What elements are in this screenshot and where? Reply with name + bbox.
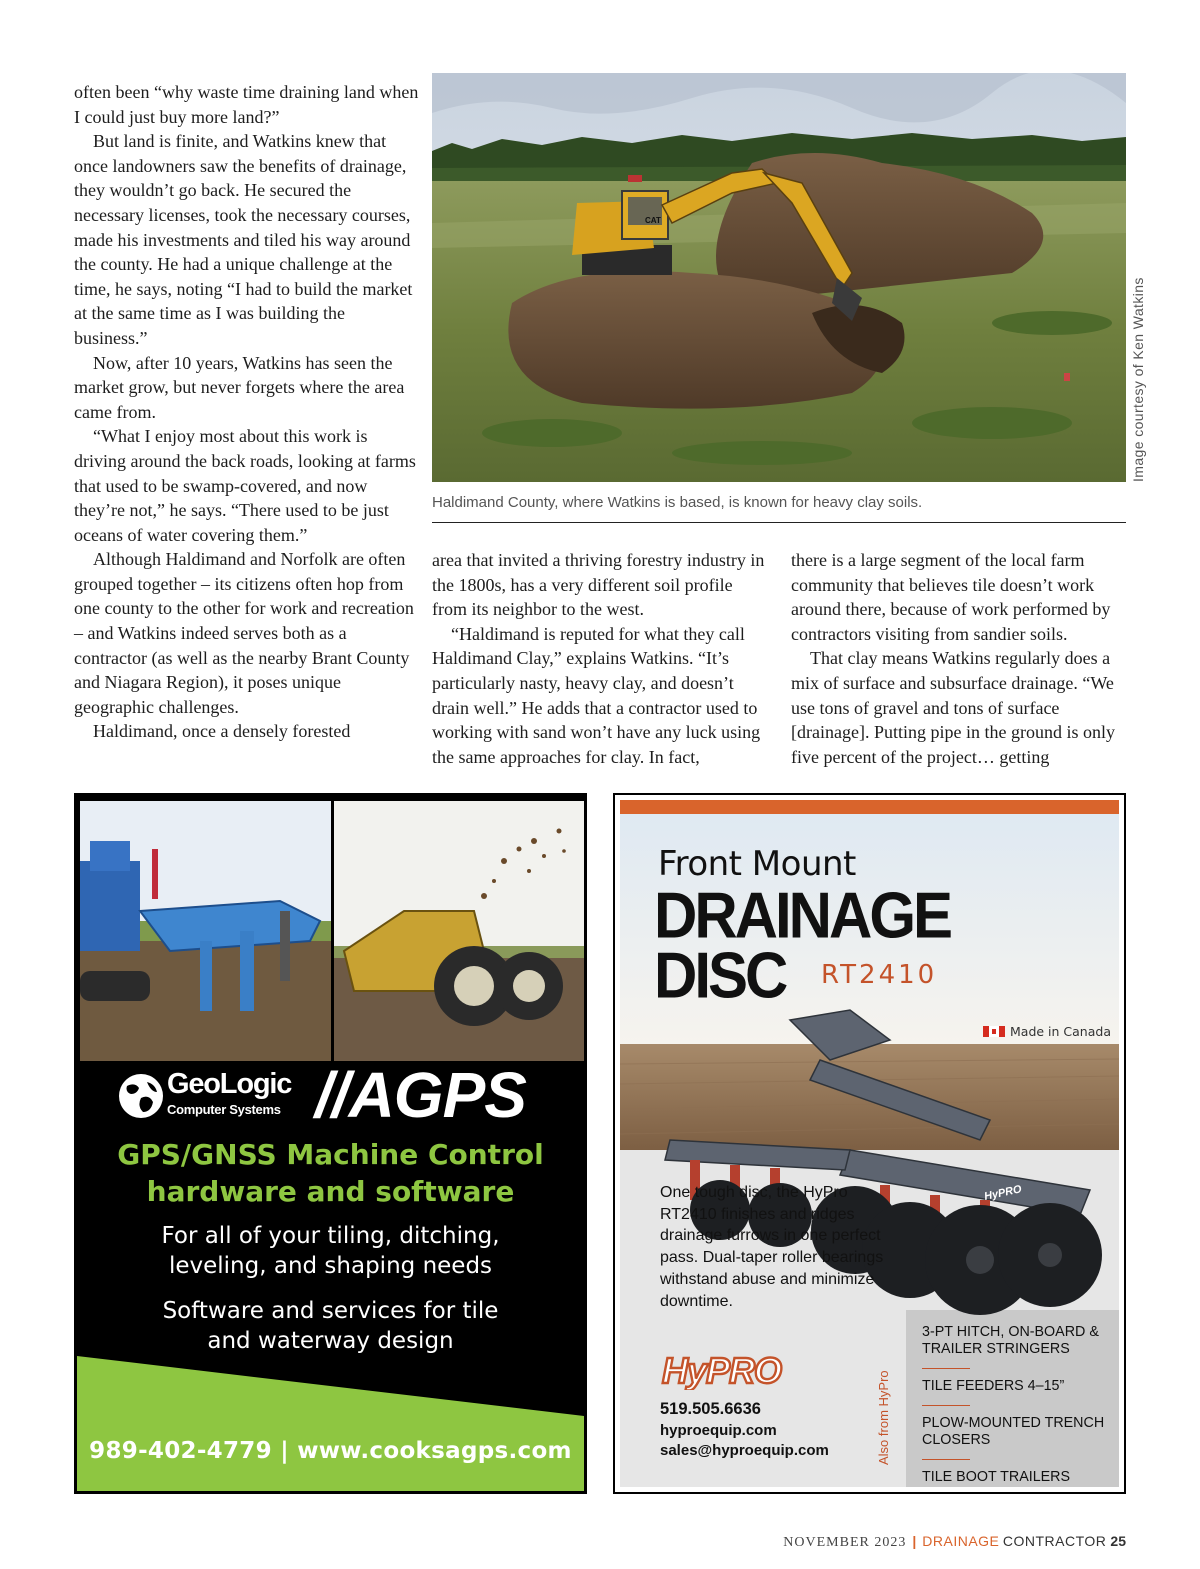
list-divider — [922, 1368, 970, 1369]
agps-logo-row — [77, 1059, 584, 1146]
article-column-2 — [432, 548, 772, 769]
paragraph: But land is finite, and Watkins knew that once landowners saw the benefits of drainage, they wouldn’t go back. He secured the necessary licenses, took the necessary courses, made his investments and tiled his way around the county. He had a unique challenge at the time, he says, noting “I had to build the market at the same time as I was building the business.” — [74, 131, 413, 348]
hypro-model-number: RT2410 — [821, 960, 938, 990]
page-number: 25 — [1110, 1533, 1126, 1549]
agps-headline-line-2: hardware and software — [146, 1175, 515, 1208]
made-in-label: Made in Canada — [1010, 1024, 1111, 1039]
hypro-drainage-title: DRAINAGE — [654, 879, 951, 952]
paragraph: often been “why waste time draining land when I could just buy more land?” — [74, 82, 419, 127]
paragraph: area that invited a thriving forestry industry in the 1800s, has a very different soil profile from its neighbor to the west. — [432, 550, 765, 620]
issue-date: NOVEMBER 2023 — [783, 1535, 907, 1550]
hypro-accent-bar — [620, 800, 1119, 814]
excavator-photo-illustration — [432, 73, 1126, 482]
agps-tagline-2-line-1: Software and services for tile — [162, 1298, 499, 1324]
green-band — [77, 1356, 584, 1494]
ditcher-photo — [334, 801, 584, 1061]
agps-tagline-1-line-1: For all of your tiling, ditching, — [161, 1223, 500, 1249]
list-divider — [922, 1459, 970, 1460]
list-item: PLOW-MOUNTED TRENCH CLOSERS — [922, 1415, 1105, 1448]
hypro-disc-title: DISC — [654, 939, 786, 1012]
paragraph: Although Haldimand and Norfolk are often grouped together – its citizens often hop from one county to the other for work and recreation – and Watkins indeed serves both as a contractor (as well as the nearby Brant County and Niagara Region), it poses unique geographic challenges. — [74, 549, 414, 717]
paragraph: That clay means Watkins regularly does a mix of surface and subsurface drainage. “We use tons of gravel and tons of surface [drainage]. Putting pipe in the ground is only five percent of the project… getting — [791, 648, 1115, 767]
hypro-logo — [660, 1352, 812, 1390]
hypro-website[interactable]: hyproequip.com — [660, 1422, 777, 1439]
paragraph: Now, after 10 years, Watkins has seen the market grow, but never forgets where the area came from. — [74, 352, 405, 422]
hypro-product-list — [922, 1324, 1112, 1487]
hypro-phone[interactable]: 519.505.6636 — [660, 1400, 761, 1418]
hypro-advertisement[interactable] — [613, 793, 1126, 1494]
geologic-subtitle: Computer Systems — [167, 1102, 281, 1117]
paragraph: “Haldimand is reputed for what they call Haldimand Clay,” explains Watkins. “It’s particularly nasty, heavy clay, and doesn’t drain well.” He adds that a contractor used to working with sand won’t have any luck using the same approaches for clay. In fact, — [432, 623, 761, 767]
geologic-logo — [117, 1066, 292, 1126]
agps-logo: //AGPS — [315, 1059, 526, 1131]
article-column-3 — [791, 548, 1131, 769]
paragraph: there is a large segment of the local farm community that believes tile doesn’t work around there, because of work performed by contractors visiting from sandier soils. — [791, 550, 1111, 644]
agps-tagline-1 — [77, 1221, 584, 1281]
disc-brand-label: HyPRO — [983, 1183, 1023, 1203]
canada-flag-icon — [983, 1026, 1005, 1037]
agps-headline-line-1: GPS/GNSS Machine Control — [117, 1138, 544, 1171]
agps-tagline-2-line-2: and waterway design — [207, 1328, 454, 1354]
footer-separator: | — [912, 1533, 917, 1549]
magazine-name-part-2: CONTRACTOR — [1002, 1533, 1107, 1549]
globe-icon — [117, 1072, 165, 1120]
photo-credit: Image courtesy of Ken Watkins — [1130, 277, 1146, 482]
paragraph: “What I enjoy most about this work is driving around the back roads, looking at farms that used to be swamp-covered, and now they’re not,” he says. “There used to be just oceans of water covering them.” — [74, 426, 416, 545]
hypro-email[interactable]: sales@hyproequip.com — [660, 1442, 829, 1459]
caption-divider — [432, 522, 1126, 523]
excavator-photo — [432, 73, 1126, 482]
hypro-logo-text: HyPRO — [662, 1352, 782, 1390]
hypro-description: One tough disc, the HyPro RT2410 finishes and ridges drainage furrows in one perfect pass. Dual-taper roller bearings withstand abuse and minimize downtime. — [660, 1184, 884, 1310]
list-item: TILE BOOT TRAILERS — [922, 1469, 1071, 1485]
article-column-1 — [74, 80, 419, 744]
agps-headline — [77, 1136, 584, 1210]
agps-advertisement[interactable] — [74, 793, 587, 1494]
list-item: TILE FEEDERS 4–15” — [922, 1378, 1065, 1394]
paragraph: Haldimand, once a densely forested — [93, 721, 351, 742]
page-footer — [783, 1533, 1126, 1551]
agps-tagline-2 — [77, 1296, 584, 1356]
list-item: 3-PT HITCH, ON-BOARD & TRAILER STRINGERS — [922, 1324, 1099, 1357]
list-divider — [922, 1405, 970, 1406]
hypro-front-mount: Front Mount — [658, 844, 856, 884]
cat-badge: CAT — [645, 216, 661, 225]
agps-tagline-1-line-2: leveling, and shaping needs — [168, 1253, 493, 1279]
also-from-hypro: Also from HyPro — [876, 1370, 891, 1465]
magazine-name-part-1: DRAINAGE — [922, 1533, 1000, 1549]
geologic-name: GeoLogic — [167, 1068, 292, 1100]
tile-plow-photo — [80, 801, 331, 1061]
agps-contact-link[interactable]: 989-402-4779 | www.cooksagps.com — [89, 1438, 572, 1464]
photo-caption: Haldimand County, where Watkins is based, is known for heavy clay soils. — [432, 494, 923, 511]
made-in-canada — [983, 1024, 1111, 1039]
